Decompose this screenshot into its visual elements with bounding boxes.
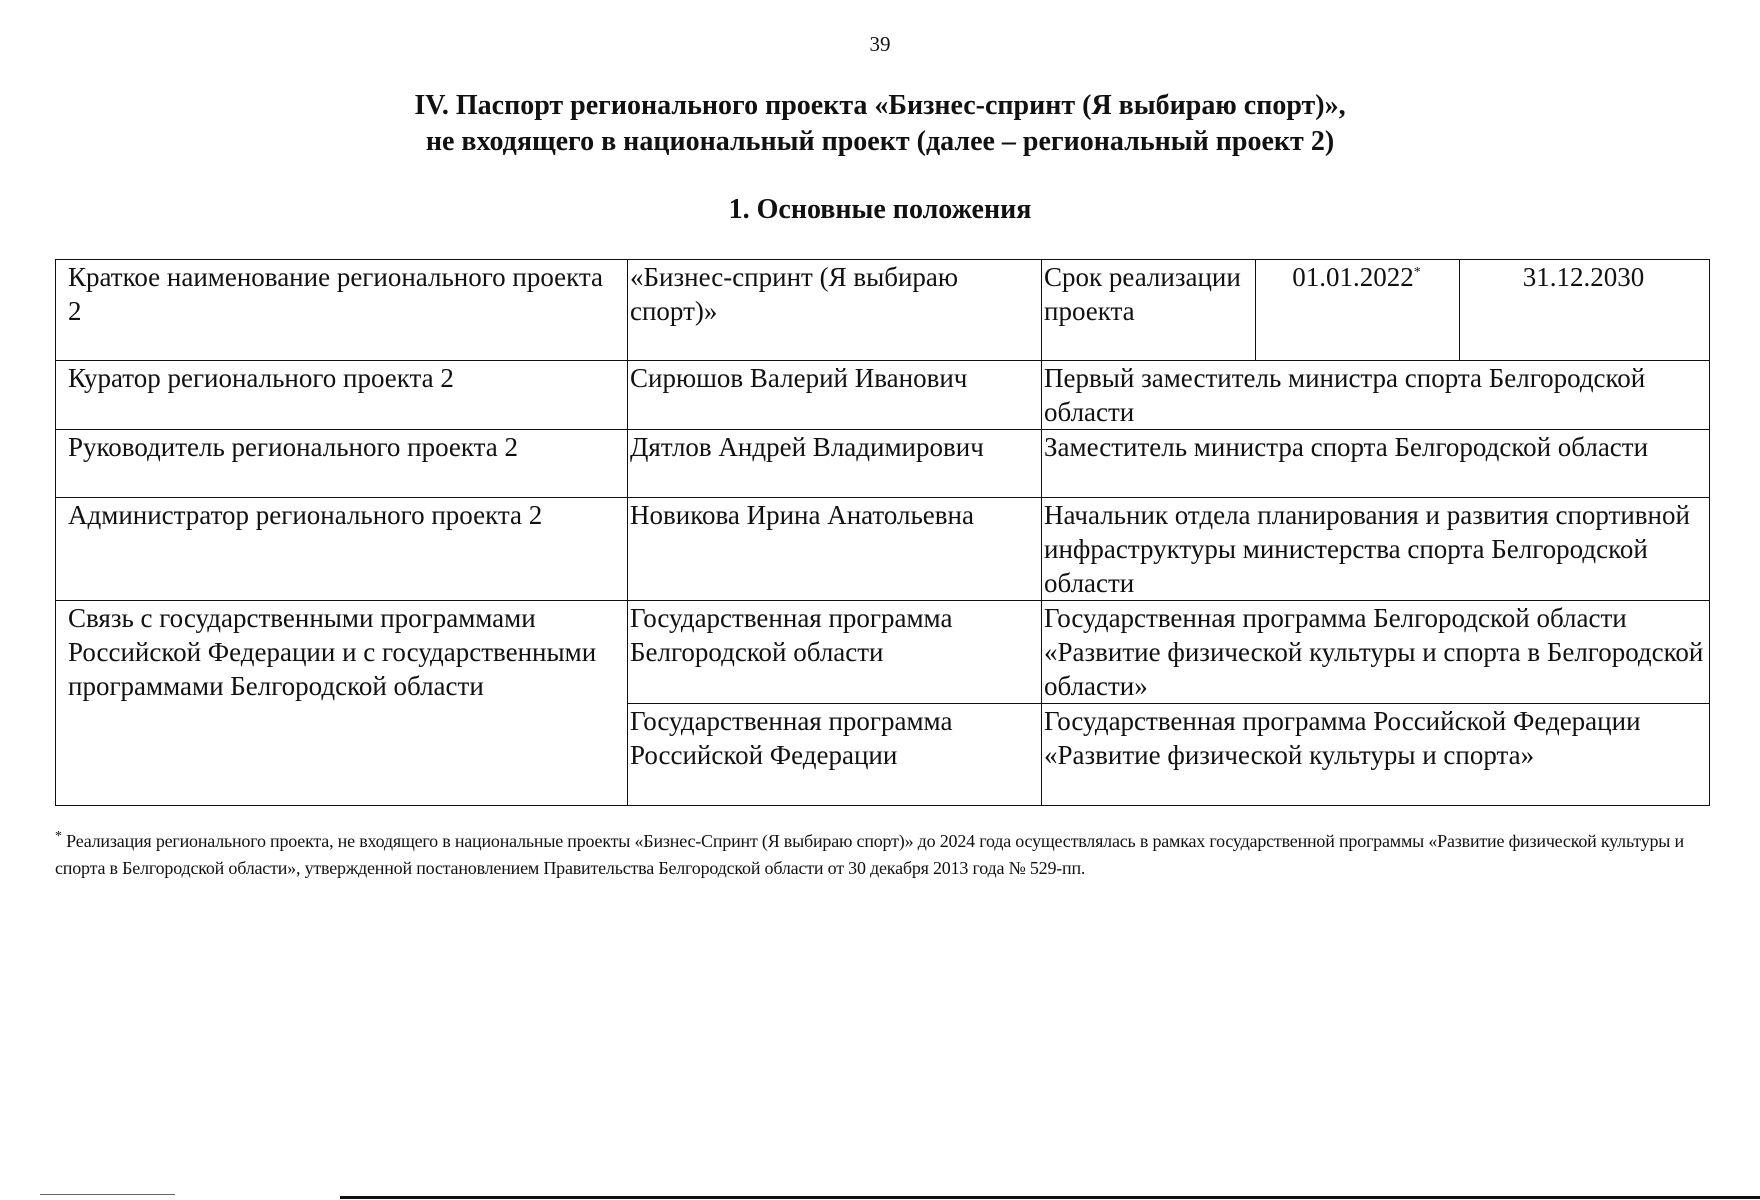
project-passport-table xyxy=(55,259,1710,806)
footnote xyxy=(55,828,1709,882)
document-title xyxy=(0,88,1760,160)
section-title: 1. Основные положения xyxy=(728,194,1032,225)
title-line-1: IV. Паспорт регионального проекта «Бизнес-спринт (Я выбираю спорт)», xyxy=(414,90,1346,121)
regional-program-name: Государственная программа Белгородской области «Развитие физической культуры и спорта в Белгородской области» xyxy=(1042,601,1710,704)
head-label: Руководитель регионального проекта 2 xyxy=(56,430,628,498)
programs-link-label: Связь с государственными программами Российской Федерации и с государственными программами Белгородской области xyxy=(56,601,628,806)
federal-program-type: Государственная программа Российской Федерации xyxy=(628,704,1042,806)
start-date: 01.01.2022 xyxy=(1292,262,1414,292)
federal-program-name: Государственная программа Российской Федерации «Развитие физической культуры и спорта» xyxy=(1042,704,1710,806)
administrator-position: Начальник отдела планирования и развития спортивной инфраструктуры министерства спорта Белгородской области xyxy=(1042,498,1710,601)
end-date: 31.12.2030 xyxy=(1460,260,1710,361)
administrator-label: Администратор регионального проекта 2 xyxy=(56,498,628,601)
curator-label: Куратор регионального проекта 2 xyxy=(56,361,628,430)
table-row xyxy=(56,361,1710,430)
administrator-name: Новикова Ирина Анатольевна xyxy=(628,498,1042,601)
footnote-mark: * xyxy=(55,829,62,844)
table-row xyxy=(56,601,1710,704)
head-position: Заместитель министра спорта Белгородской области xyxy=(1042,430,1710,498)
short-name-label: Краткое наименование регионального проекта 2 xyxy=(56,260,628,361)
page-number: 39 xyxy=(869,32,891,56)
curator-position: Первый заместитель министра спорта Белгородской области xyxy=(1042,361,1710,430)
start-date-footnote-mark: * xyxy=(1413,265,1421,280)
regional-program-type: Государственная программа Белгородской области xyxy=(628,601,1042,704)
table-row xyxy=(56,260,1710,361)
short-name-value: «Бизнес-спринт (Я выбираю спорт)» xyxy=(628,260,1042,361)
term-label: Срок реализации проекта xyxy=(1042,260,1256,361)
start-date-cell xyxy=(1256,260,1460,361)
bottom-rule-left xyxy=(40,1194,175,1195)
title-line-2: не входящего в национальный проект (далее – региональный проект 2) xyxy=(425,126,1335,157)
table-row xyxy=(56,430,1710,498)
bottom-rule xyxy=(340,1196,1760,1199)
footnote-text: Реализация регионального проекта, не входящего в национальные проекты «Бизнес-Спринт (Я выбираю спорт)» до 2024 года осуществлялась в рамках государственной программы «Развитие физической культуры и спорта в Белгородской области», утвержденной постановлением Правительства Белгородской области от 30 декабря 2013 года № 529-пп. xyxy=(55,831,1684,878)
curator-name: Сирюшов Валерий Иванович xyxy=(628,361,1042,430)
table-row xyxy=(56,498,1710,601)
head-name: Дятлов Андрей Владимирович xyxy=(628,430,1042,498)
